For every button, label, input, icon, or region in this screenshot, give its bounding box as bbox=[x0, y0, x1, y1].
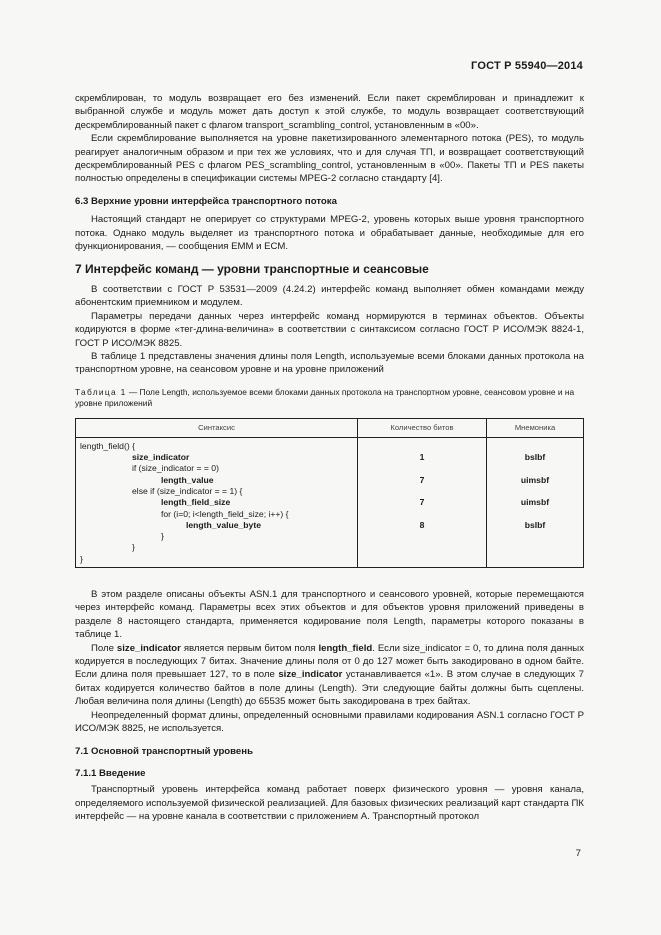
section-6-3-title: 6.3 Верхние уровни интерфейса транспортного потока bbox=[75, 195, 337, 207]
paragraph-pes-scrambling: Если скремблирование выполняется на уровне пакетизированного элементарного потока (PES), то модуль реагирует аналогичным образом и при тех же условиях, что и для случая ТП, и возвращает соответствующий дескремблированный PES с флагом PES_scrambling_control, установленным в «00». Пакеты ТП и PES пакеты полностью определены в спецификации системы MPEG-2 согласно стандарту [4]. bbox=[75, 133, 584, 185]
length-field-table bbox=[75, 418, 584, 568]
section-7-1-title: 7.1 Основной транспортный уровень bbox=[75, 746, 253, 758]
syntax-line: for (i=0; i<length_field_size; i++) { bbox=[161, 508, 289, 519]
section-7-title: 7 Интерфейс команд — уровни транспортные и сеансовые bbox=[75, 262, 429, 277]
bits-value bbox=[359, 486, 485, 497]
term-length-field: length_field bbox=[318, 642, 373, 654]
section-7-paragraph: В соответствии с ГОСТ Р 53531—2009 (4.24.2) интерфейс команд выполняет обмен командами между абонентским приемником и модулем. bbox=[75, 283, 584, 309]
text-run: . Если size_indicator = 0, то длина поля данных кодируется в последующих 7 битах. Значение длины поля от 0 до 127 может быть закодировано в одном байте. Если длина поля превышает 127, то в поле bbox=[75, 642, 584, 681]
section-7-paragraph: Параметры передачи данных через интерфейс команд нормируются в терминах объектов. Объекты кодируются в форме «тег-длина-величина» в соответствии с синтаксисом согласно ГОСТ Р ИСО/МЭК 8824-1, ГОСТ Р ИСО/МЭК 8825. bbox=[75, 310, 584, 349]
bits-value: 7 bbox=[419, 474, 425, 485]
bits-value bbox=[359, 463, 485, 474]
standard-header: ГОСТ Р 55940—2014 bbox=[471, 60, 583, 72]
syntax-line: size_indicator bbox=[132, 452, 190, 463]
table-header-row bbox=[76, 418, 584, 437]
mnemonic-value: uimsbf bbox=[520, 497, 550, 508]
page-content bbox=[75, 92, 584, 823]
mnemonic-value bbox=[488, 441, 582, 452]
undefined-length-paragraph: Неопределенный формат длины, определенный основными правилами кодирования ASN.1 согласно ГОСТ Р ИСО/МЭК 8825, не используется. bbox=[75, 709, 584, 735]
bits-value: 8 bbox=[419, 519, 425, 530]
mnemonic-value bbox=[488, 509, 582, 520]
syntax-line: else if (size_indicator = = 1) { bbox=[132, 485, 243, 496]
bits-value bbox=[359, 441, 485, 452]
mnemonic-value bbox=[488, 486, 582, 497]
bits-value: 7 bbox=[419, 497, 425, 508]
size-indicator-paragraph bbox=[75, 642, 584, 709]
syntax-line: } bbox=[132, 542, 135, 553]
page-number: 7 bbox=[575, 848, 581, 859]
paragraph-continued: скремблирован, то модуль возвращает его без изменений. Если пакет скремблирован и принадлежит к выбранной службе и модуль может дать доступ к этой службе, то модуль возвращает соответствующий дескремблированный пакет с флагом transport_scrambling_control, установленным в «00». bbox=[75, 93, 584, 131]
mnemonic-value bbox=[488, 463, 582, 474]
syntax-line: length_value_byte bbox=[186, 519, 261, 530]
syntax-line: length_field_size bbox=[161, 497, 231, 508]
syntax-cell bbox=[76, 437, 358, 567]
mnemonic-value: bslbf bbox=[524, 452, 546, 463]
syntax-line: length_value bbox=[161, 474, 214, 485]
syntax-line: } bbox=[80, 553, 83, 564]
table-caption-label: Таблица 1 bbox=[75, 386, 127, 397]
mnemonic-cell bbox=[487, 437, 584, 567]
syntax-line: if (size_indicator = = 0) bbox=[132, 463, 219, 474]
table-body-row bbox=[76, 437, 584, 567]
syntax-line: length_field() { bbox=[80, 440, 135, 451]
term-size-indicator: size_indicator bbox=[278, 669, 343, 681]
header-syntax: Синтаксис bbox=[76, 418, 358, 437]
section-7-paragraph: В таблице 1 представлены значения длины поля Length, используемые всеми блоками данных протокола на транспортном уровне, на сеансовом уровне и на уровне приложений bbox=[75, 350, 584, 376]
bits-value bbox=[359, 509, 485, 520]
section-6-3-text: Настоящий стандарт не оперирует со структурами MPEG-2, уровень которых выше уровня транспортного потока. Однако модуль выделяет из транспортного потока и обрабатывает данные, необходимые для его функционирования, — сообщения ЕММ и ЕСМ. bbox=[75, 214, 584, 253]
mnemonic-value: bslbf bbox=[524, 519, 546, 530]
text-run: является первым битом поля bbox=[180, 642, 319, 654]
bits-value: 1 bbox=[419, 452, 425, 463]
term-size-indicator: size_indicator bbox=[116, 642, 181, 654]
mnemonic-value: uimsbf bbox=[520, 474, 550, 485]
table-caption-text: — Поле Length, используемое всеми блоками данных протокола на транспортном уровне, сеансовом уровне и на уровне приложений bbox=[75, 386, 575, 409]
header-mnemonic: Мнемоника bbox=[487, 418, 584, 437]
section-7-1-1-text: Транспортный уровень интерфейса команд работает поверх физического уровня — уровня канала, определяемого используемой физической реализацией. Для базовых физических реализаций карт стандарта ПК интерфейс — на уровне канала в соответствии с приложением А. Транспортный протокол bbox=[75, 784, 584, 823]
text-run: устанавливается «1». В этом случае в следующих 7 битах кодируется количество байтов в поле длины (Length). Эти следующие байты должны быть сцеплены. Любая величина поля длины (Length) до 65535 может быть закодирована в трех байтах. bbox=[75, 669, 584, 708]
syntax-line: } bbox=[161, 531, 164, 542]
header-bits: Количество битов bbox=[358, 418, 487, 437]
section-7-1-1-title: 7.1.1 Введение bbox=[75, 767, 146, 779]
table-caption bbox=[75, 387, 584, 410]
asn1-objects-paragraph: В этом разделе описаны объекты ASN.1 для транспортного и сеансового уровней, которые перемещаются через интерфейс команд. Параметры всех этих объектов и для объектов уровня приложений приведены в разделе 8 настоящего стандарта, применяется кодирование поля Length, параметры которого показаны в таблице 1. bbox=[75, 588, 584, 641]
bits-cell bbox=[358, 437, 487, 567]
text-run: Поле bbox=[91, 642, 117, 654]
